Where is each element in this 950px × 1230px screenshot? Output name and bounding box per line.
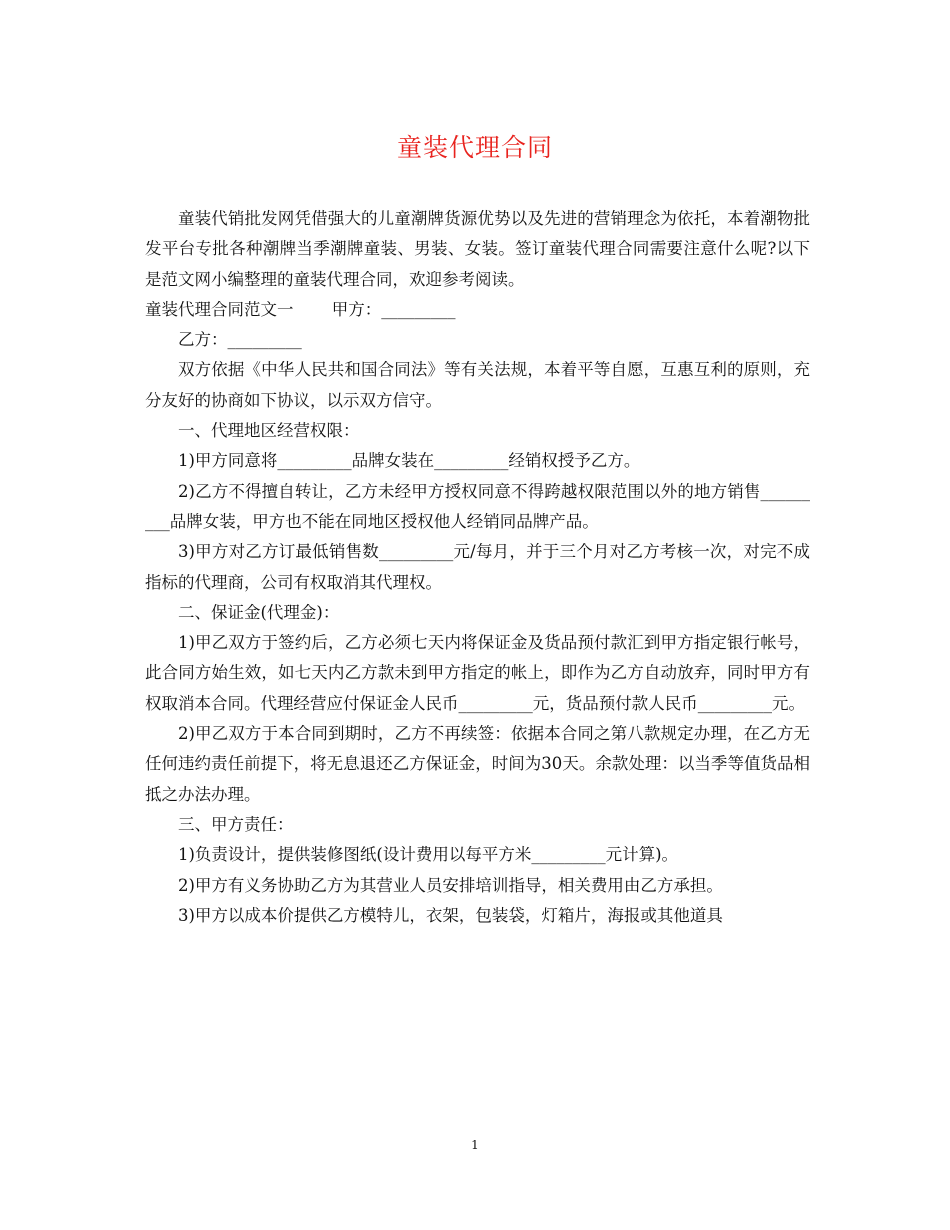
clause-territory-1: 1)甲方同意将_________品牌女装在_________经销权授予乙方。 xyxy=(178,451,641,471)
paragraph-party-b: 乙方：_________ xyxy=(178,330,302,350)
section-heading-deposit: 二、保证金(代理金)： xyxy=(178,602,340,622)
clause-deposit-1: 1)甲乙双方于签约后，乙方必须七天内将保证金及货品预付款汇到甲方指定银行帐号，此合同方始生效，如七天内乙方款未到甲方指定的帐上，即作为乙方自动放弃，同时甲方有权取消本合同。代理经营应付保证金人民币_________元，货品预付款人民币_________元。 xyxy=(145,633,810,713)
clause-deposit-2: 2)甲乙双方于本合同到期时，乙方不再续签：依据本合同之第八款规定办理，在乙方无任何违约责任前提下，将无息退还乙方保证金，时间为30天。余款处理：以当季等值货品相抵之办法办理。 xyxy=(145,724,810,804)
clause-party-a-duty-2: 2)甲方有义务协助乙方为其营业人员安排培训指导，相关费用由乙方承担。 xyxy=(178,875,723,895)
page-number: 1 xyxy=(471,1138,479,1152)
clause-party-a-duty-3: 3)甲方以成本价提供乙方模特儿，衣架，包装袋，灯箱片，海报或其他道具 xyxy=(178,905,723,925)
section-heading-party-a-duty: 三、甲方责任： xyxy=(178,814,294,834)
section-heading-territory: 一、代理地区经营权限： xyxy=(178,421,360,441)
document-title: 童装代理合同 xyxy=(396,133,553,162)
paragraph-basis: 双方依据《中华人民共和国合同法》等有关法规，本着平等自愿，互惠互利的原则，充分友好的协商如下协议，以示双方信守。 xyxy=(145,360,810,410)
document-body xyxy=(145,204,810,931)
clause-territory-3: 3)甲方对乙方订最低销售数_________元/每月，并于三个月对乙方考核一次，对完不成指标的代理商，公司有权取消其代理权。 xyxy=(145,542,810,592)
clause-territory-2: 2)乙方不得擅自转让，乙方未经甲方授权同意不得跨越权限范围以外的地方销售_________品牌女装，甲方也不能在同地区授权他人经销同品牌产品。 xyxy=(145,481,810,531)
paragraph-sample-heading-party-a: 童装代理合同范文一 甲方：_________ xyxy=(145,299,456,319)
paragraph-intro: 童装代销批发网凭借强大的儿童潮牌货源优势以及先进的营销理念为依托，本着潮物批发平台专批各种潮牌当季潮牌童装、男装、女装。签订童装代理合同需要注意什么呢?以下是范文网小编整理的童装代理合同，欢迎参考阅读。 xyxy=(145,209,810,289)
clause-party-a-duty-1: 1)负责设计，提供装修图纸(设计费用以每平方米_________元计算)。 xyxy=(178,845,679,865)
